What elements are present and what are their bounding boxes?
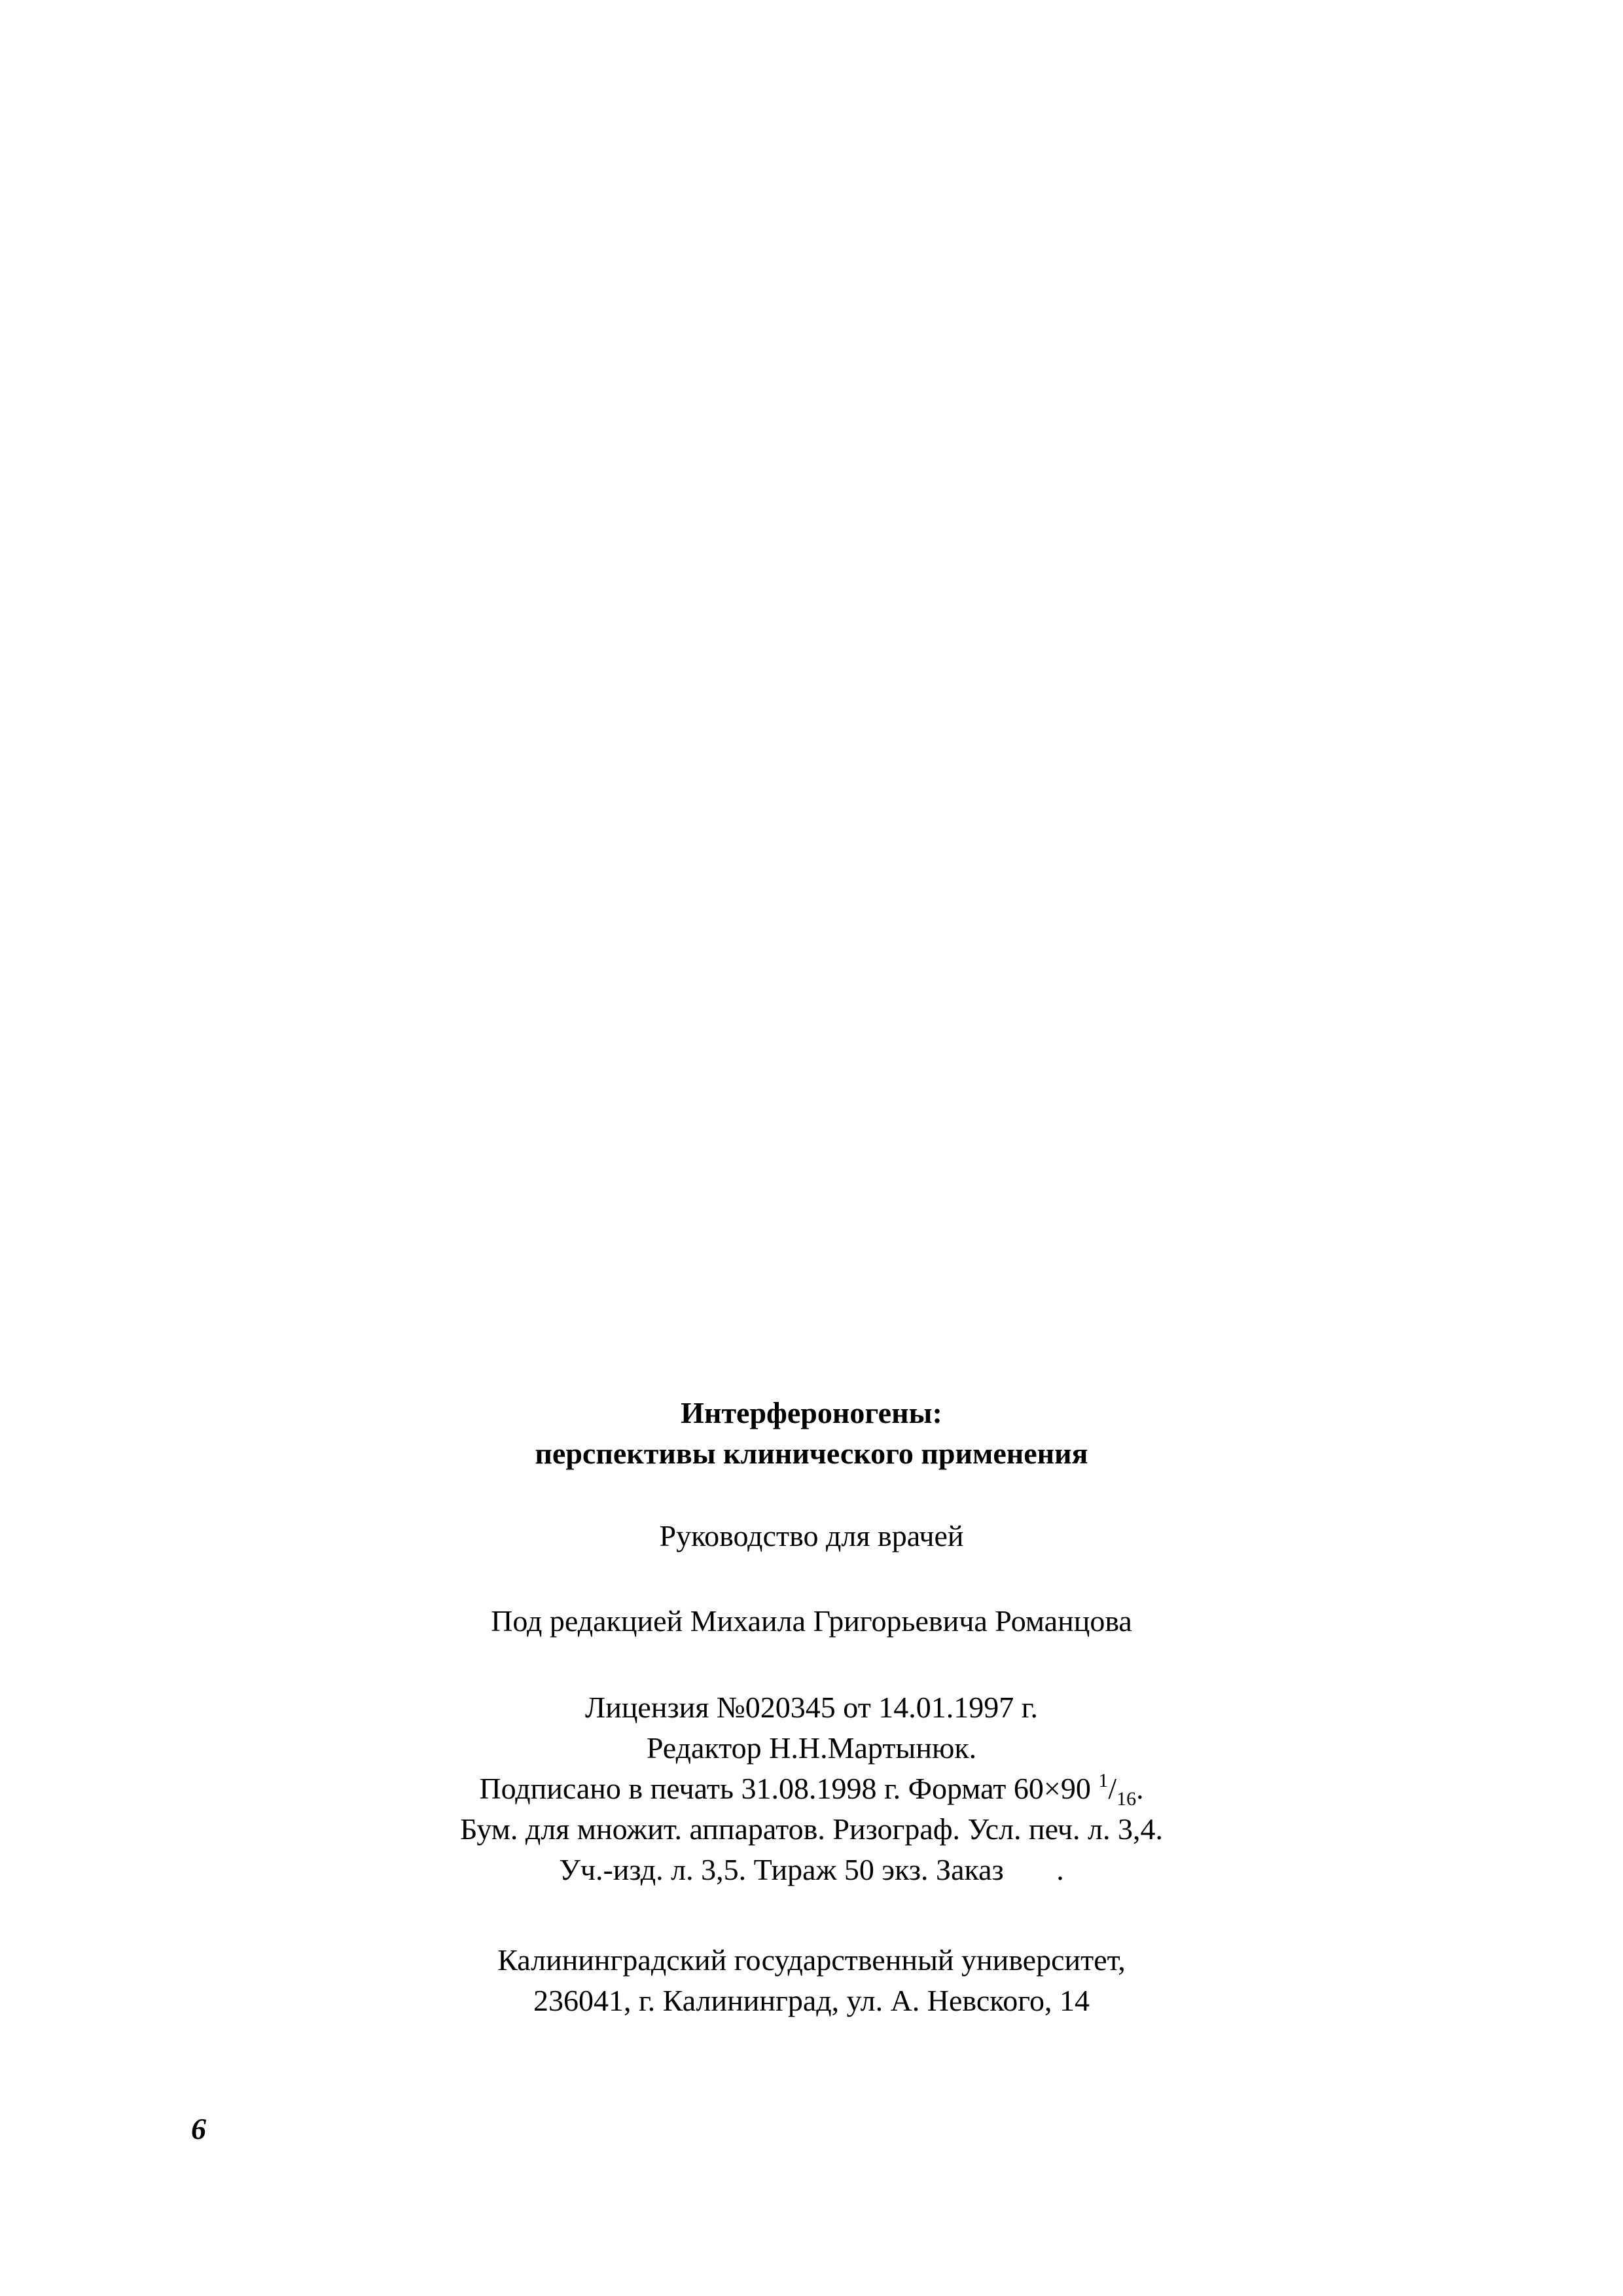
- page-number: 6: [191, 2112, 206, 2145]
- title-line-1: Интерфероногены:: [681, 1396, 942, 1429]
- signed-text: Подписано в печать 31.08.1998 г. Формат 60×90: [479, 1772, 1099, 1805]
- signed-line: [0, 1768, 1623, 1809]
- license-line: Лицензия №020345 от 14.01.1997 г.: [585, 1691, 1038, 1724]
- subtitle-text: Руководство для врачей: [659, 1519, 964, 1552]
- imprint: [0, 1687, 1623, 1890]
- editor-text: Под редакцией Михаила Григорьевича Романцова: [491, 1604, 1132, 1638]
- signed-end: .: [1136, 1772, 1144, 1805]
- publisher: [0, 1940, 1623, 2021]
- format-slash: /: [1108, 1772, 1117, 1805]
- subtitle: [0, 1516, 1623, 1556]
- paper-line: Бум. для множит. аппаратов. Ризограф. Усл. печ. л. 3,4.: [460, 1812, 1163, 1846]
- publisher-name: Калининградский государственный университет,: [497, 1943, 1126, 1977]
- editor-line: Редактор Н.Н.Мартынюк.: [646, 1731, 977, 1765]
- publisher-address: 236041, г. Калининград, ул. А. Невского, 14: [533, 1984, 1090, 2017]
- title: [0, 1393, 1623, 1474]
- circulation-line: Уч.-изд. л. 3,5. Тираж 50 экз. Заказ .: [559, 1853, 1064, 1886]
- format-numerator: 1: [1098, 1770, 1109, 1791]
- title-line-2: перспективы клинического применения: [535, 1437, 1088, 1470]
- editor-credit: [0, 1601, 1623, 1641]
- format-denominator: 16: [1116, 1788, 1137, 1810]
